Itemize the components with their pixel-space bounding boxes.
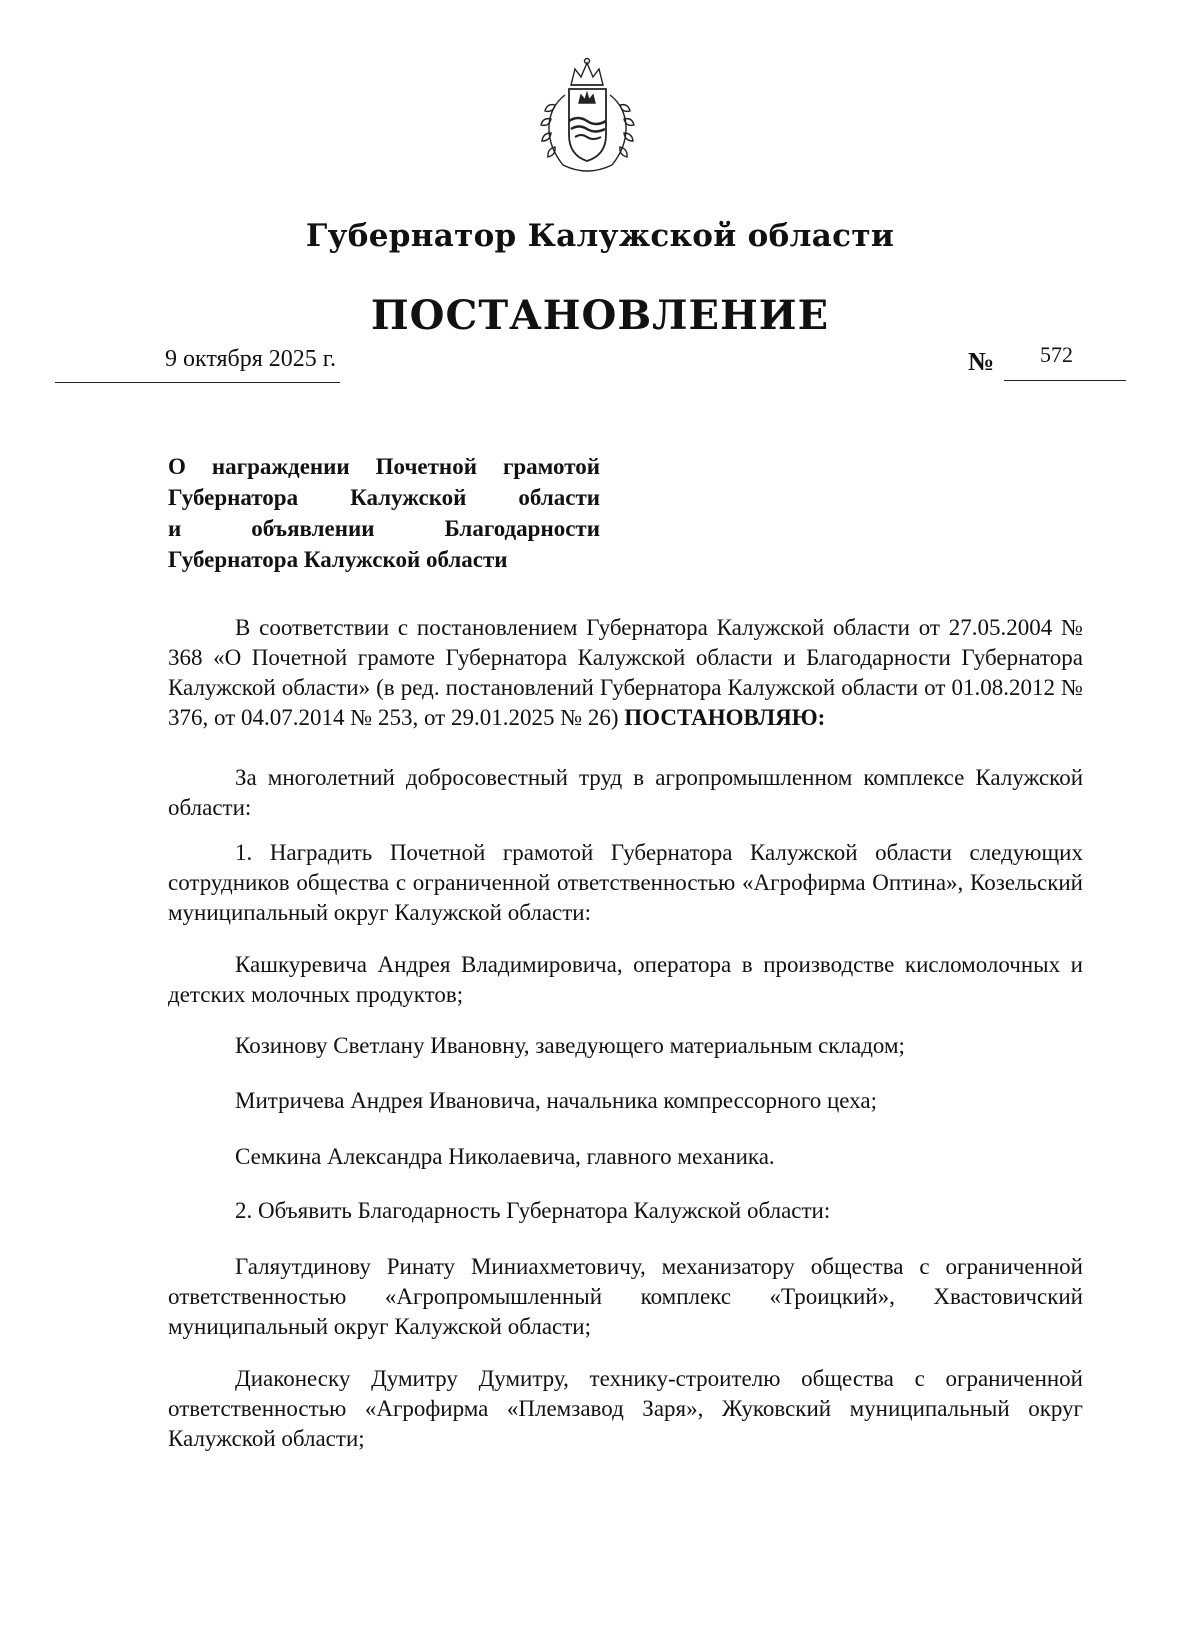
date-line: [55, 346, 340, 383]
awardee-entry: Галяутдинову Ринату Миниахметовичу, механизатору общества с ограниченной ответственностью «Агропромышленный комплекс «Троицкий», Хвастовичский муниципальный округ Калужской области;: [168, 1254, 1083, 1339]
kaluga-coat-of-arms-icon: [525, 55, 650, 180]
item-2-paragraph: [168, 1196, 1083, 1226]
list-item: [168, 1252, 1083, 1342]
subject-line: О награждении Почетной грамотой: [168, 454, 600, 479]
awardee-entry: Митричева Андрея Ивановича, начальника компрессорного цеха;: [235, 1088, 877, 1113]
list-item: [168, 1086, 1083, 1116]
document-date: 9 октября 2025 г.: [165, 346, 336, 372]
item-2-text: 2. Объявить Благодарность Губернатора Калужской области:: [235, 1198, 831, 1223]
awardee-entry: Диаконеску Думитру Думитру, технику-строителю общества с ограниченной ответственностью «Агрофирма «Племзавод Заря», Жуковский муниципальный округ Калужской области;: [168, 1366, 1083, 1451]
list-item: [168, 1031, 1083, 1061]
preamble-text: В соответствии с постановлением Губернатора Калужской области от 27.05.2004 № 368 «О Почетной грамоте Губернатора Калужской области и Благодарности Губернатора Калужской области» (в ред. постановлений Губернатора Калужской области от 01.08.2012 № 376, от 04.07.2014 № 253, от 29.01.2025 № 26): [168, 615, 1083, 730]
document-number: 572: [1040, 342, 1073, 367]
preamble-paragraph: [168, 613, 1083, 733]
item-1-paragraph: [168, 838, 1083, 928]
list-item: [168, 1142, 1083, 1172]
subject-line: Губернатора Калужской области: [168, 547, 508, 572]
document-type-title: ПОСТАНОВЛЕНИЕ: [370, 292, 830, 339]
number-line: [1004, 342, 1126, 381]
subject-line: и объявлении Благодарности: [168, 516, 600, 541]
list-item: [168, 1364, 1083, 1454]
reason-paragraph: [168, 763, 1083, 823]
awardee-entry: Козинову Светлану Ивановну, заведующего материальным складом;: [235, 1033, 905, 1058]
issuing-authority: Губернатор Калужской области: [305, 218, 895, 254]
awardee-entry: Кашкуревича Андрея Владимировича, оператора в производстве кисломолочных и детских молочных продуктов;: [168, 952, 1083, 1007]
awardee-entry: Семкина Александра Николаевича, главного механика.: [235, 1144, 775, 1169]
item-1-text: 1. Наградить Почетной грамотой Губернатора Калужской области следующих сотрудников общества с ограниченной ответственностью «Агрофирма Оптина», Козельский муниципальный округ Калужской области:: [168, 840, 1083, 925]
number-label: №: [968, 347, 995, 376]
decree-keyword: ПОСТАНОВЛЯЮ:: [624, 705, 826, 730]
subject-line: Губернатора Калужской области: [168, 485, 600, 510]
document-subject: [168, 451, 600, 575]
reason-text: За многолетний добросовестный труд в агропромышленном комплексе Калужской области:: [168, 765, 1083, 820]
list-item: [168, 950, 1083, 1010]
